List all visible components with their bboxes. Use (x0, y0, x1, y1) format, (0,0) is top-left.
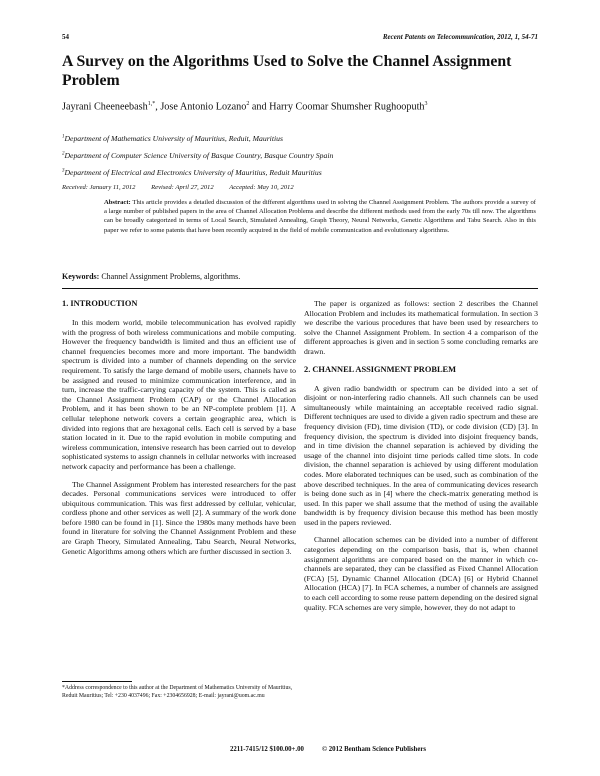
abstract (104, 198, 536, 235)
affiliation-text: Department of Electrical and Electronics University of Mauritius, Reduit Mauritius (64, 168, 322, 177)
paragraph: In this modern world, mobile telecommunication has evolved rapidly with the progress of both wireless communications and mobile computing. However the frequency bandwidth is limited and thus an efficient use of channel frequencies becomes more and more important. The bandwidth spectrum is divided into a number of channels depending on the service requirement. To satisfy the large demand of mobile users, channels have to be assigned and reused to minimize communication interference, and in turn, increase the traffic-carrying capacity of the system. This is called as the Channel Assignment Problem (CAP) or the Channel Allocation Problem, and it has been shown to be an NP-complete problem [1]. A cellular telephone network covers a certain geographic area, which is divided into regions that are hexagonal cells. Each cell is served by a base station located in it. Due to the rapid evolution in mobile computing and wireless communication, intensive research has been carried out to develop sophisticated systems to assign channels in cellular networks with increased network capacity and performance has been a challenge. (62, 318, 296, 471)
keywords (62, 272, 538, 281)
affiliation-sup: 3 (62, 168, 65, 174)
affiliation (62, 134, 538, 143)
section-heading: 2. CHANNEL ASSIGNMENT PROBLEM (304, 364, 457, 374)
paragraph: The paper is organized as follows: section 2 describes the Channel Allocation Problem and includes its mathematical formulation. In section 3 we describe the various procedures that have been used by researchers to solve the Channel Assignment Problem. In section 4 a comparison of the different approaches is given and in section 5 some concluding remarks are drawn. (304, 299, 538, 356)
right-column (304, 299, 538, 620)
issn-price: 2211-7415/12 $100.00+.00 (230, 746, 304, 753)
page-number: 54 (62, 33, 69, 41)
keywords-label: Keywords: (62, 272, 100, 281)
article-dates (62, 184, 538, 191)
author-name: Harry Coomar Shumsher Rughooputh (269, 101, 425, 113)
author-list: Jayrani Cheeneebash$^{1,*}$, Jose Antonio Lozano$^2$ and Harry Coomar Shumsher Rughooputh$^3$ (62, 101, 428, 113)
journal-citation: Recent Patents on Telecommunication, 2012, 1, 54-71 (382, 33, 538, 41)
author-name: Jayrani Cheeneebash (62, 101, 148, 113)
author-sup: 1,* (147, 101, 156, 107)
paragraph: Channel allocation schemes can be divided into a number of different categories depending on the comparison basis, that is, when channel assignment algorithms are compared based on the manner in which co-channels are separated, they can be classified as Fixed Channel Allocation (FCA) [5], Dynamic Channel Allocation (DCA) [6] or Hybrid Channel Allocation (HCA) [7]. In FCA schemes, a number of channels are assigned to each cell according to some reuse pattern depending on the desired signal quality. FCA schemes are very simple, however, they do not adapt to (304, 535, 538, 612)
correspondence-footnote: *Address correspondence to this author at the Department of Mathematics University of Mauritius, Reduit Mauritius; Tel: +230 4037496; Fax: +2304656928; E-mail: jayrani@uom.ac.mu (62, 685, 293, 699)
revised-date: Revised: April 27, 2012 (151, 184, 214, 191)
section-divider (62, 288, 538, 289)
received-date: Received: January 11, 2012 (62, 184, 136, 191)
accepted-date: Accepted: May 10, 2012 (229, 184, 294, 191)
running-header (62, 33, 538, 45)
paragraph: The Channel Assignment Problem has interested researchers for the past decades. Personal communications services were introduced to offer ubiquitous communication. This was first addressed by cellular, vehicular, cordless phone and other services as well [2]. A summary of the work done before 1980 can be found in [1]. Since the 1980s many methods have been found in literature for solving the Channel Assignment Problem and these are Graph Theory, Simulated Annealing, Tabu Search, Neural Networks, Genetic Algorithms among others which are further discussed in section 3. (62, 479, 296, 556)
author-sup: 3 (424, 101, 428, 107)
affiliation (62, 151, 538, 160)
keywords-text: Channel Assignment Problems, algorithms. (101, 272, 241, 281)
copyright: © 2012 Bentham Science Publishers (322, 746, 427, 753)
author-sup: 2 (246, 101, 250, 107)
paragraph: A given radio bandwidth or spectrum can be divided into a set of disjoint or non-interfering radio channels. All such channels can be used simultaneously while maintaining an acceptable received radio signal. Different techniques are used to divide a given radio spectrum and these are frequency division (FD), time division (TD), or code division (CD) [3]. In frequency division, the spectrum is divided into disjoint frequency bands, and in time division the channel separation is achieved by dividing the usage of the channel into disjoint time periods called time slots. In code division, the channel separation is achieved by using different modulation codes. More elaborated techniques can be used, such as combination of the above described techniques. In the area of communicating devices research is being done such as in [4] where the check-matrix generating method is used. In this paper we shall assume that the method of using the available bandwidth is by frequency division because this method has been mostly used in the papers reviewed. (304, 383, 538, 527)
affiliation-text: Department of Computer Science University of Basque Country, Basque Country Spain (64, 151, 334, 160)
affiliation-sup: 1 (62, 134, 65, 140)
affiliation-text: Department of Mathematics University of Mauritius, Reduit, Mauritius (64, 134, 283, 143)
affiliation (62, 168, 538, 177)
abstract-text: This article provides a detailed discussion of the different algorithms used in solving the Channel Assignment Problem. The authors provide a survey of a large number of published papers in the area of Channel Allocation Problems and describe the different methods used from the early 70s till now. The algorithms can be broadly categorized in terms of Local Search, Simulated Annealing, Graph Theory, Neural Networks, Genetic Algorithms and Tabu Search. Also in this paper we refer to some patents that have been recently acquired in the field of mobile communication and evolutionary algorithms. (104, 199, 537, 234)
abstract-label: Abstract: (104, 199, 131, 206)
footnote-divider (62, 681, 132, 682)
section-heading: 1. INTRODUCTION (62, 299, 138, 308)
affiliation-sup: 2 (62, 151, 65, 157)
left-column (62, 299, 296, 564)
author-name: Jose Antonio Lozano (160, 101, 247, 113)
article-title: A Survey on the Algorithms Used to Solve the Channel Assignment Problem (62, 53, 512, 89)
